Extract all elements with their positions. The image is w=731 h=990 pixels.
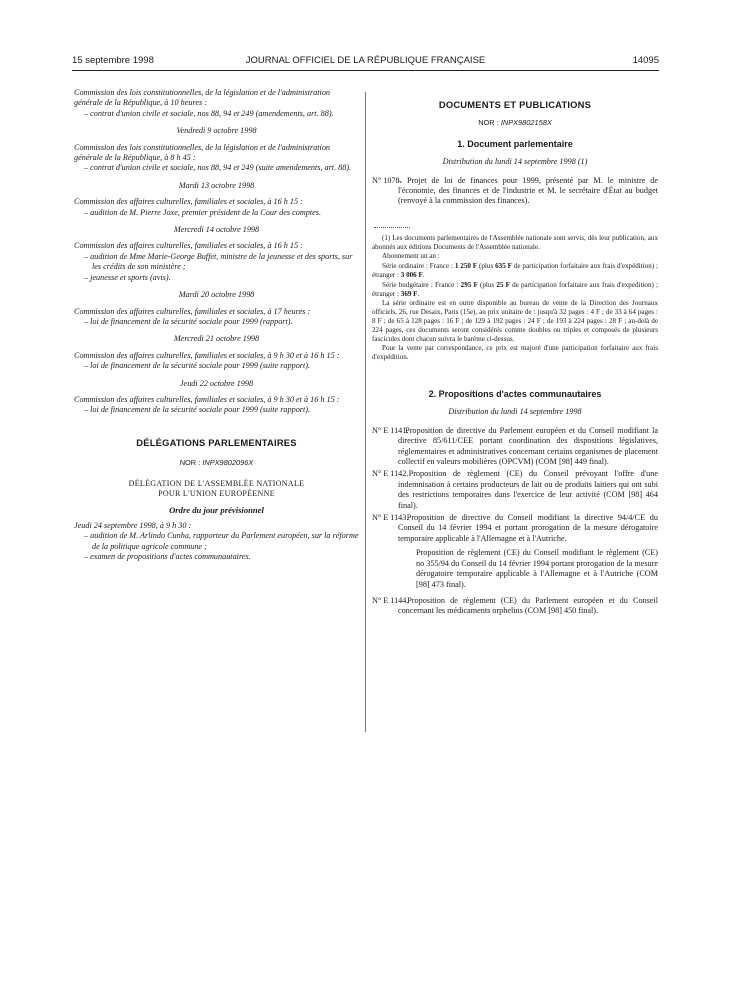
meeting-heading: Commission des affaires culturelles, familiales et sociales, à 16 h 15 : [74,241,303,251]
entry-number: N° E 1142. [372,469,409,479]
meeting-day: Mardi 13 octobre 1998 [178,180,255,190]
meeting-day: Mercredi 21 octobre 1998 [173,334,260,344]
price-value: 1 250 F [454,262,478,271]
entry-number: N° E 1143. [372,513,409,523]
delegation-line: POUR L'UNION EUROPÉENNE [158,488,275,498]
meeting-day: Mardi 20 octobre 1998 [178,290,255,300]
agenda-item: – audition de M. Arlindo Cunha, rapporteur du Parlement européen, sur la réforme de la politique agricole commune ; [74,531,359,552]
meeting-day: Jeudi 22 octobre 1998 [179,378,254,388]
meeting-heading: Commission des affaires culturelles, familiales et sociales, à 16 h 15 : [74,197,303,207]
meeting-item: – loi de financement de la sécurité sociale pour 1999 (suite rapport). [74,361,359,371]
meeting-items [74,317,359,327]
nor-reference [74,458,359,468]
meeting-heading: Commission des affaires culturelles, familiales et sociales, à 9 h 30 et à 16 h 15 : [74,394,340,404]
nor-code: INPX9802096X [202,458,254,468]
agenda-heading: Jeudi 24 septembre 1998, à 9 h 30 : [74,520,192,530]
meeting-item: – contrat d'union civile et sociale, nos 88, 94 et 249 (amendements, art. 88). [74,109,359,119]
meeting-item: – jeunesse et sports (avis). [74,273,359,283]
agenda-items [74,531,359,562]
footnote-paragraph: La série ordinaire est en outre disponible au bureau de vente de la Direction des Journaux officiels, 26, rue Desaix, Paris (15e), au prix unitaire de : jusqu'à 32 pages : 4 F ; de 33 à 64 pages : 8 F ; de 65 à 128 pages : 16 F ; de 129 à 192 pages : 24 F ; de 193 à 224 pages : 28 F ; au-delà de 224 pages, ces documents seront considérés comme doubles ou triples et composés de plusieurs fascicules dont chacun suivra le barème ci-dessus. [372,299,658,343]
header-page-number: 14095 [632,55,659,66]
nor-code: INPX9802158X [500,118,552,128]
price-text: Série budgétaire : France : [382,280,461,289]
meeting-items [74,252,359,283]
meeting-items [74,361,359,371]
meeting-item: – loi de financement de la sécurité sociale pour 1999 (rapport). [74,317,359,327]
meeting-item: – audition de M. Pierre Joxe, premier président de la Cour des comptes. [74,208,359,218]
document-entry [372,176,658,207]
entry-number: N° 1078. [372,175,402,185]
nor-reference [372,118,658,128]
meeting-heading: Commission des lois constitutionnelles, de la législation et de l'administration générale de la République, à 10 heures : [74,88,331,108]
column-divider [365,92,366,732]
price-text: de participation forfaitaire aux frais d'expédition) ; étranger : [372,262,659,280]
act-entry [372,426,658,468]
header-journal-title: JOURNAL OFFICIEL DE LA RÉPUBLIQUE FRANÇAISE [245,55,486,66]
entry-number: N° E 1141. [372,425,409,435]
section1-distribution: Distribution du lundi 14 septembre 1998 (1) [442,157,588,167]
price-value: 295 F [460,280,478,289]
meeting-day: Vendredi 9 octobre 1998 [176,126,257,136]
delegation-name [74,479,359,499]
entry-text: – Proposition de règlement (CE) du Conseil prévoyant l'offre d'une indemnisation à certains producteurs de lait ou de produits laitiers qui ont subi des restrictions temporaires dans l'exercice de leur activité (COM [98] 464 final). [398,469,658,510]
act-entry [372,596,658,617]
meeting-heading: Commission des affaires culturelles, familiales et sociales, à 9 h 30 et à 16 h 15 : [74,350,340,360]
meeting-block [74,225,359,283]
act-entry [372,469,658,511]
meeting-heading: Commission des affaires culturelles, familiales et sociales, à 17 heures : [74,306,311,316]
footnote-paragraph: Abonnement un an : [382,252,440,261]
meeting-items [74,405,359,415]
meeting-block [74,126,359,174]
entry-text: – Proposition de directive du Conseil modifiant la directive 94/4/CE du Conseil du 14 février 1994 et portant prorogation de la mesure dérogatoire temporaire applicable à l'Allemagne et à l'Autriche. [398,513,658,543]
section2-distribution: Distribution du lundi 14 septembre 1998 [448,407,582,417]
meeting-block [74,334,359,371]
footnote-paragraph: Pour la vente par correspondance, ce prix est majoré d'une participation forfaitaire aux frais d'expédition. [372,344,658,362]
section2-title: 2. Propositions d'actes communautaires [428,389,602,399]
footnote-rule [374,227,410,228]
meeting-item: – audition de Mme Marie-George Buffet, ministre de la jeunesse et des sports, sur les crédits de son ministère ; [74,252,359,273]
entry-text: – Proposition de directive du Parlement européen et du Conseil modifiant la directive 85/611/CEE portant coordination des dispositions législatives, réglementaires et administratives concernant certains organismes de placement collectif en valeurs mobilières (OPCVM) (COM [98] 449 final). [398,425,658,467]
entry-number: N° E 1144. [372,595,409,605]
page-header [72,55,659,69]
documents-title: DOCUMENTS ET PUBLICATIONS [438,99,592,110]
right-column [372,88,658,619]
act-entry [372,513,658,544]
delegation-line: DÉLÉGATION DE L'ASSEMBLÉE NATIONALE [128,478,305,488]
meeting-block [74,290,359,327]
header-date: 15 septembre 1998 [72,55,154,66]
meeting-item: – loi de financement de la sécurité sociale pour 1999 (suite rapport). [74,405,359,415]
meeting-block [74,181,359,218]
agenda-item: – examen de propositions d'actes communautaires. [74,552,359,562]
act-entry-continuation: Proposition de règlement (CE) du Conseil modifiant le règlement (CE) no 355/94 du Conseil du 14 février 1994 portant prorogation de la mesure dérogatoire temporaire applicable à l'Allemagne et à l'Autriche (COM [98] 473 final). [416,548,658,589]
meeting-block [74,88,359,119]
price-value: 25 F [496,280,510,289]
price-text: . [417,289,420,298]
section1-title: 1. Document parlementaire [457,138,573,149]
header-rule [72,70,659,71]
footnote [372,234,658,362]
left-column [74,88,359,563]
price-text: (plus [477,262,496,271]
price-text: de participation forfaitaire aux frais d'expédition) ; étranger : [372,280,659,298]
entry-text: – Projet de loi de finances pour 1999, présenté par M. le ministre de l'économie, des finances et de l'industrie et M. le secrétaire d'État au budget (renvoyé à la commission des finances). [398,175,658,206]
price-value: 635 F [495,262,512,271]
meeting-item: – contrat d'union civile et sociale, nos 88, 94 et 249 (suite amendements, art. 88). [74,163,359,173]
meeting-block [74,379,359,416]
entry-text: – Proposition de règlement (CE) du Parlement européen et du Conseil concernant les médicaments orphelins (COM [98] 450 final). [398,595,658,616]
price-value: 3 006 F [400,271,423,280]
price-text: . [422,271,425,280]
delegations-title: DÉLÉGATIONS PARLEMENTAIRES [136,436,297,448]
footnote-paragraph: (1) Les documents parlementaires de l'Assemblée nationale sont servis, dès leur publication, aux abonnés aux éditions Documents de l'Assemblée nationale. [372,233,658,251]
price-text: (plus [477,280,497,289]
nor-label: NOR : [478,118,499,128]
agenda-title: Ordre du jour prévisionnel [169,504,264,515]
meeting-day: Mercredi 14 octobre 1998 [173,225,260,235]
meeting-items [74,208,359,218]
price-text: Série ordinaire : France : [382,262,455,271]
footnote-paragraph [372,262,658,280]
price-value: 369 F [400,289,418,298]
footnote-paragraph [372,281,658,299]
meeting-items [74,163,359,173]
meeting-items [74,109,359,119]
meeting-heading: Commission des lois constitutionnelles, de la législation et de l'administration générale de la République, à 8 h 45 : [74,142,331,163]
nor-label: NOR : [179,458,201,468]
